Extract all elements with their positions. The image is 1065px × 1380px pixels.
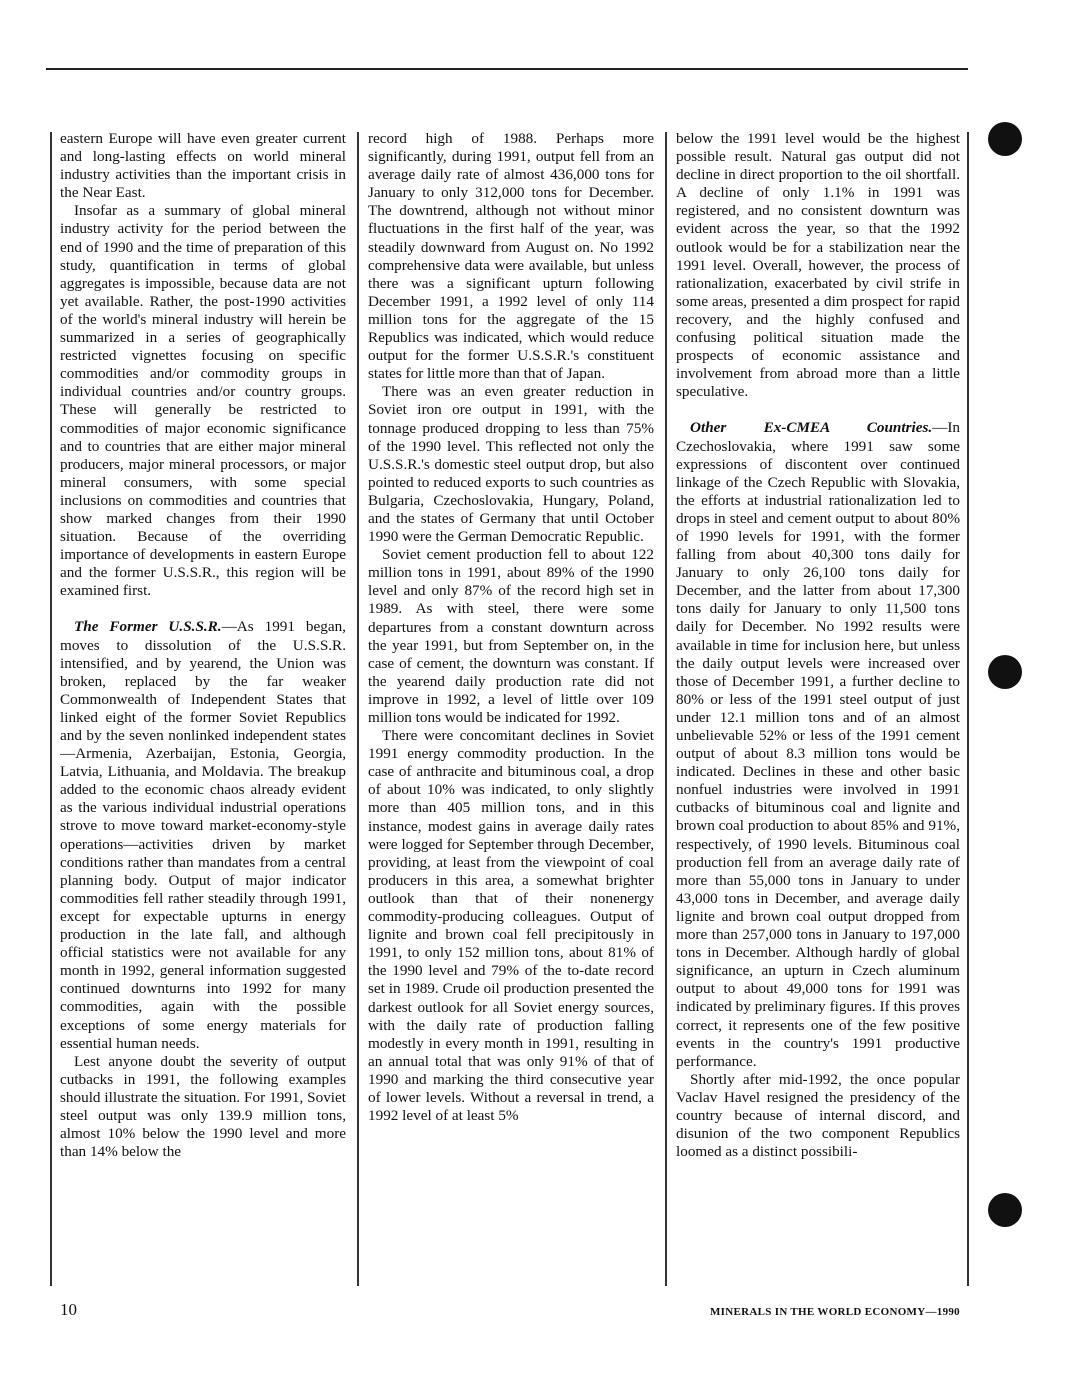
column-divider: [967, 132, 969, 1286]
paragraph: eastern Europe will have even greater current and long-lasting effects on world mineral industry activities than the important crisis in the Near East.: [60, 130, 346, 202]
paragraph: Shortly after mid-1992, the once popular Vaclav Havel resigned the presidency of the country because of internal discord, and disunion of the two component Republics loomed as a distinct possibili-: [676, 1070, 960, 1161]
paragraph: There were concomitant declines in Soviet 1991 energy commodity production. In the case of anthracite and bituminous coal, a drop of about 10% was indicated, to only slightly more than 405 million tons, and in this instance, modest gains in average daily rates were logged for September through December, providing, at least from the viewpoint of coal producers in this area, a somewhat brighter outlook than that of their nonenergy commodity-producing colleagues. Output of lignite and brown coal fell precipitously in 1991, to only 152 million tons, about 81% of the 1990 level and 79% of the to-date record set in 1989. Crude oil production presented the darkest outlook for all Soviet energy sources, with the daily rate of production falling modestly in every month in 1991, resulting in an annual total that was only 91% of that of 1990 and marking the third consecutive year of lower levels. Without a reversal in trend, a 1992 level of at least 5%: [368, 727, 654, 1125]
running-footer: MINERALS IN THE WORLD ECONOMY—1990: [710, 1306, 960, 1318]
section-paragraph: [676, 419, 960, 1070]
section-heading: The Former U.S.S.R.: [74, 618, 222, 636]
column-divider: [665, 132, 667, 1286]
text-column-3: [676, 130, 960, 1290]
binder-hole-icon: [988, 1193, 1022, 1227]
paragraph-text: —As 1991 began, moves to dissolution of the U.S.S.R. intensified, and by yearend, the Union was broken, replaced by the far weaker Commonwealth of Independent States that linked eight of the former Soviet Republics and by the seven nonlinked independent states—Armenia, Azerbaijan, Estonia, Georgia, Latvia, Lithuania, and Moldavia. The breakup added to the economic chaos already evident as the various individual industrial operations strove to move toward market-economy-style operations—activities driven by market conditions rather than mandates from a central planning body. Output of major indicator commodities fell rather steadily through 1991, except for expectable upturns in energy production in the late fall, and although official statistics were not available for any month in 1992, general information suggested continued downturns into 1992 for many commodities, again with the possible exceptions of some energy materials for essential human needs.: [60, 618, 346, 1052]
paragraph: There was an even greater reduction in Soviet iron ore output in 1991, with the tonnage produced dropping to less than 75% of the 1990 level. This reflected not only the U.S.S.R.'s domestic steel output drop, but also pointed to reduced exports to such countries as Bulgaria, Czechoslovakia, Hungary, Poland, and the states of Germany that until October 1990 were the German Democratic Republic.: [368, 383, 654, 546]
page-number: 10: [60, 1300, 77, 1319]
text-column-1: [60, 130, 346, 1290]
text-column-2: [368, 130, 654, 1290]
paragraph: below the 1991 level would be the highest possible result. Natural gas output did not decline in direct proportion to the oil shortfall. A decline of only 1.1% in 1991 was registered, and no consistent downturn was evident across the year, so that the 1992 outlook would be for a stabilization near the 1991 level. Overall, however, the process of rationalization, exacerbated by civil strife in some areas, presented a dim prospect for rapid recovery, and the highly confused and confusing political situation made the prospects of economic assistance and involvement from abroad more than a little speculative.: [676, 130, 960, 401]
paragraph: Lest anyone doubt the severity of output cutbacks in 1991, the following examples should illustrate the situation. For 1991, Soviet steel output was only 139.9 million tons, almost 10% below the 1990 level and more than 14% below the: [60, 1052, 346, 1161]
page-footer: [60, 1300, 960, 1320]
column-divider: [357, 132, 359, 1286]
paragraph-text: —In Czechoslovakia, where 1991 saw some expressions of discontent over continued linkage of the Czech Republic with Slovakia, the efforts at industrial rationalization led to drops in steel and cement output to about 80% of 1990 levels for 1991, with the former falling from about 40,300 tons daily for January to only 26,100 tons daily for December, and the latter from about 17,300 tons daily for January to only 11,500 tons daily for December. No 1992 results were available in time for inclusion here, but unless the daily output levels were increased over those of December 1991, a further decline to 80% or less of the 1991 steel output of just under 12.1 million tons and of an almost unbelievable 52% or less of the 1991 cement output of about 8.3 million tons would be indicated. Declines in these and other basic nonfuel industries were involved in 1991 cutbacks of bituminous coal and lignite and brown coal production to about 85% and 91%, respectively, of 1990 levels. Bituminous coal production fell from an average daily rate of more than 55,000 tons in January to under 43,000 tons in December, and average daily lignite and brown coal output dropped from more than 257,000 tons in January to 197,000 tons in December. Although hardly of global significance, an upturn in Czech aluminum output to about 49,000 tons for 1991 was indicated by preliminary figures. If this proves correct, it represents one of the few positive events in the country's 1991 productive performance.: [676, 419, 960, 1070]
paragraph: Insofar as a summary of global mineral industry activity for the period between the end of 1990 and the time of preparation of this study, quantification in terms of global aggregates is impossible, because data are not yet available. Rather, the post-1990 activities of the world's mineral industry will herein be summarized in a series of geographically restricted vignettes focusing on specific commodities and/or commodity groups in individual countries and/or country groups. These will generally be restricted to commodities of major economic significance and to countries that are either major mineral producers, major mineral processors, or major mineral consumers, with some special inclusions on commodities and countries that show marked changes from their 1990 situation. Because of the overriding importance of developments in eastern Europe and the former U.S.S.R., this region will be examined first.: [60, 202, 346, 600]
column-divider: [50, 132, 52, 1286]
paragraph: record high of 1988. Perhaps more significantly, during 1991, output fell from an average daily rate of almost 436,000 tons for January to only 312,000 tons for December. The downtrend, although not without minor fluctuations in the first half of the year, was steadily downward from August on. No 1992 comprehensive data were available, but unless there was a significant upturn following December 1991, a 1992 level of only 114 million tons for the aggregate of the 15 Republics was indicated, which would reduce output for the former U.S.S.R.'s constituent states for little more than that of Japan.: [368, 130, 654, 383]
binder-hole-icon: [988, 655, 1022, 689]
binder-hole-icon: [988, 122, 1022, 156]
header-rule: [46, 68, 968, 70]
paragraph: Soviet cement production fell to about 122 million tons in 1991, about 89% of the 1990 level and only 87% of the record high set in 1989. As with steel, there were some departures from a constant downturn across the year 1991, but from September on, in the case of cement, the downturn was constant. If the yearend daily production rate did not improve in 1992, a level of little over 109 million tons would be indicated for 1992.: [368, 546, 654, 726]
section-paragraph: [60, 618, 346, 1052]
section-heading: Other Ex-CMEA Countries.: [690, 419, 933, 437]
